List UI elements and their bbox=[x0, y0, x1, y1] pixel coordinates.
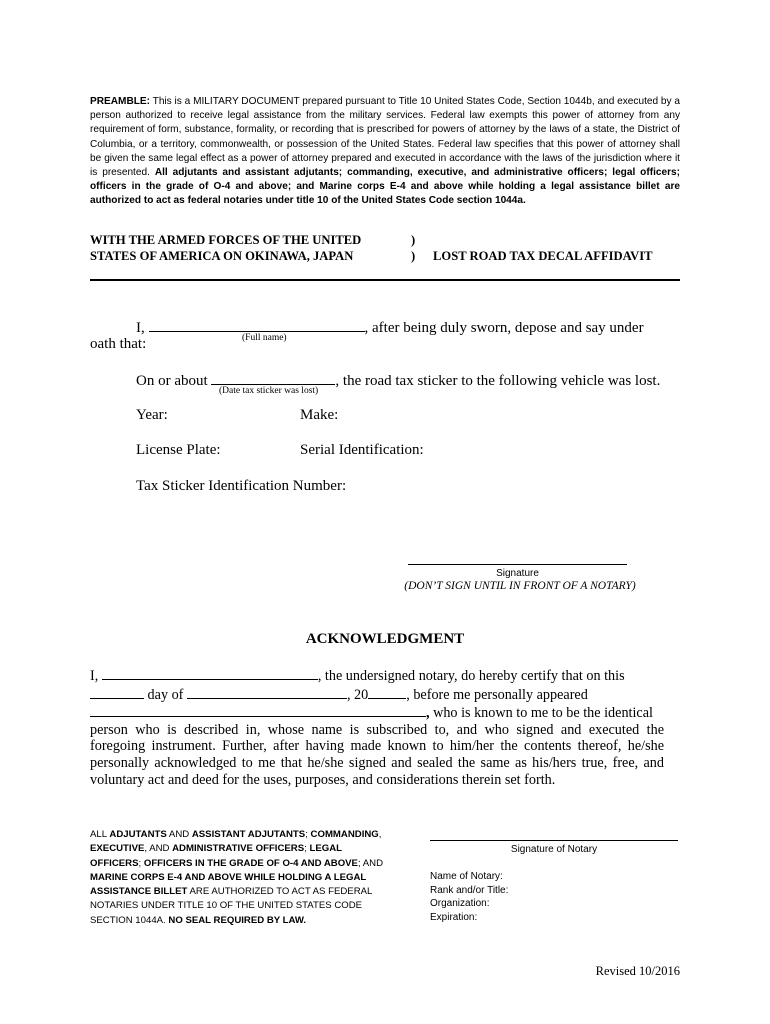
affidavit-title: LOST ROAD TAX DECAL AFFIDAVIT bbox=[433, 249, 653, 263]
make-label: Make: bbox=[300, 407, 339, 423]
notary-name-blank[interactable] bbox=[102, 666, 318, 680]
license-plate-label: License Plate: bbox=[136, 442, 221, 458]
note-text-1: ALL bbox=[90, 829, 110, 840]
ack-day-of-text: day of bbox=[144, 686, 187, 703]
note-text-6: ; bbox=[304, 843, 310, 855]
notary-signature-label: Signature of Notary bbox=[510, 844, 598, 855]
preamble-text: This is a MILITARY DOCUMENT prepared pursuant to Title 10 United States Code, Section 1044b, and executed by a person authorized to receive legal assistance from the military services. Federal law exempts this power of attorney from any requirement of form, substance, formality, or recording that is prescribed for powers of attorney by the laws of a state, the District of Columbia, or a territory, commonwealth, or possession of the United States. Federal law specifies that this power of attorney shall be given the same legal effect as a power of attorney prepared and executed in accordance with the laws of the jurisdiction where it is presented. bbox=[90, 96, 680, 179]
date-lost-line bbox=[136, 371, 660, 390]
signature-line[interactable] bbox=[408, 564, 627, 565]
on-or-about-label: On or about bbox=[136, 373, 208, 389]
ack-line-1 bbox=[90, 666, 664, 685]
acknowledgment-paragraph bbox=[90, 666, 664, 788]
note-text-9: ARE AUTHORIZED TO ACT AS FEDERAL NOTARIES UNDER TITLE 10 OF THE UNITED STATES CODE SECTION 1044A. bbox=[90, 886, 373, 926]
full-name-blank[interactable] bbox=[149, 318, 365, 332]
date-caption: (Date tax sticker was lost) bbox=[219, 386, 319, 396]
note-bold-4: EXECUTIVE bbox=[90, 843, 145, 855]
year-blank[interactable] bbox=[368, 685, 406, 699]
note-text-4: , bbox=[378, 829, 382, 840]
serial-id-label: Serial Identification: bbox=[300, 442, 424, 458]
tax-sticker-id-label: Tax Sticker Identification Number: bbox=[136, 478, 347, 494]
sworn-text: , after being duly sworn, depose and say under bbox=[364, 320, 644, 336]
note-text-8: ; AND bbox=[357, 857, 384, 869]
ack-certify-text: , the undersigned notary, do hereby certify that on this bbox=[317, 668, 625, 684]
caption-paren-1: ) bbox=[411, 233, 416, 247]
note-bold-5: ADMINISTRATIVE OFFICERS bbox=[172, 843, 305, 855]
ack-line-2 bbox=[90, 685, 664, 704]
notary-details bbox=[430, 870, 508, 924]
note-text-3: ; bbox=[305, 829, 311, 840]
day-blank[interactable] bbox=[90, 685, 144, 699]
notary-name-label: Name of Notary: bbox=[430, 871, 503, 882]
sworn-line bbox=[136, 318, 644, 337]
date-lost-blank[interactable] bbox=[211, 371, 335, 385]
caption-divider bbox=[90, 279, 680, 281]
year-label: Year: bbox=[136, 407, 168, 423]
signature-note: (DON’T SIGN UNTIL IN FRONT OF A NOTARY) bbox=[404, 580, 636, 592]
note-bold-9: NO SEAL REQUIRED BY LAW. bbox=[168, 914, 307, 926]
ack-rest-text: person who is described in, whose name is subscribed to, and who signed and executed the foregoing instrument. Further, after having made known to him/her the contents thereof, he/she personally acknowledged to me that he/she signed and sealed the same as his/hers true, free, and voluntary act and deed for the uses, purposes, and considerations therein set forth. bbox=[90, 721, 664, 788]
notary-authority-note bbox=[90, 828, 394, 928]
note-text-7: ; bbox=[138, 857, 144, 869]
ack-comma: , bbox=[426, 705, 430, 722]
venue-line-1: WITH THE ARMED FORCES OF THE UNITED bbox=[90, 233, 362, 247]
preamble-paragraph bbox=[90, 95, 680, 209]
note-text-2: AND bbox=[166, 829, 192, 840]
acknowledgment-heading: ACKNOWLEDGMENT bbox=[305, 631, 465, 647]
notary-expiration-label: Expiration: bbox=[430, 911, 478, 923]
notary-signature-line[interactable] bbox=[430, 840, 678, 841]
revision-date: Revised 10/2016 bbox=[595, 964, 680, 978]
ack-identical-text: who is known to me to be the identical bbox=[429, 705, 653, 722]
note-bold-2: ASSISTANT ADJUTANTS bbox=[191, 829, 306, 840]
ack-i-label: I, bbox=[90, 668, 102, 684]
notary-organization-label: Organization: bbox=[430, 898, 490, 909]
appearer-name-blank[interactable] bbox=[90, 703, 426, 717]
note-text-5: , AND bbox=[144, 843, 173, 855]
note-bold-8: MARINE CORPS E-4 AND ABOVE WHILE HOLDING A LEGAL ASSISTANCE BILLET bbox=[90, 871, 367, 898]
venue-caption bbox=[90, 232, 361, 264]
note-bold-7: OFFICERS IN THE GRADE OF O-4 AND ABOVE bbox=[143, 857, 358, 869]
oath-text: oath that: bbox=[90, 336, 147, 352]
ack-year-prefix: , 20 bbox=[346, 686, 369, 703]
note-bold-3: COMMANDING bbox=[310, 829, 379, 840]
month-blank[interactable] bbox=[187, 685, 347, 699]
note-bold-6: LEGAL OFFICERS bbox=[90, 843, 342, 869]
note-bold-1: ADJUTANTS bbox=[109, 829, 167, 840]
i-label: I, bbox=[136, 320, 145, 336]
notary-rank-label: Rank and/or Title: bbox=[430, 884, 509, 896]
ack-appeared-text: , before me personally appeared bbox=[406, 686, 588, 703]
full-name-caption: (Full name) bbox=[242, 333, 287, 343]
signature-label: Signature bbox=[496, 568, 539, 579]
caption-paren-2: ) bbox=[411, 249, 416, 263]
preamble-bold-text: All adjutants and assistant adjutants; commanding, executive, and administrative officers; legal officers; officers in the grade of O-4 and above; and Marine corps E-4 and above while holding a legal assistance billet are authorized to act as federal notaries under title 10 of the United States Code section 1044a. bbox=[90, 167, 680, 207]
sticker-text: , the road tax sticker to the following vehicle was lost. bbox=[335, 373, 661, 389]
caption-parens bbox=[411, 232, 415, 264]
ack-line-3 bbox=[90, 703, 664, 722]
preamble-label: PREAMBLE: bbox=[90, 96, 151, 107]
venue-line-2: STATES OF AMERICA ON OKINAWA, JAPAN bbox=[90, 249, 354, 263]
